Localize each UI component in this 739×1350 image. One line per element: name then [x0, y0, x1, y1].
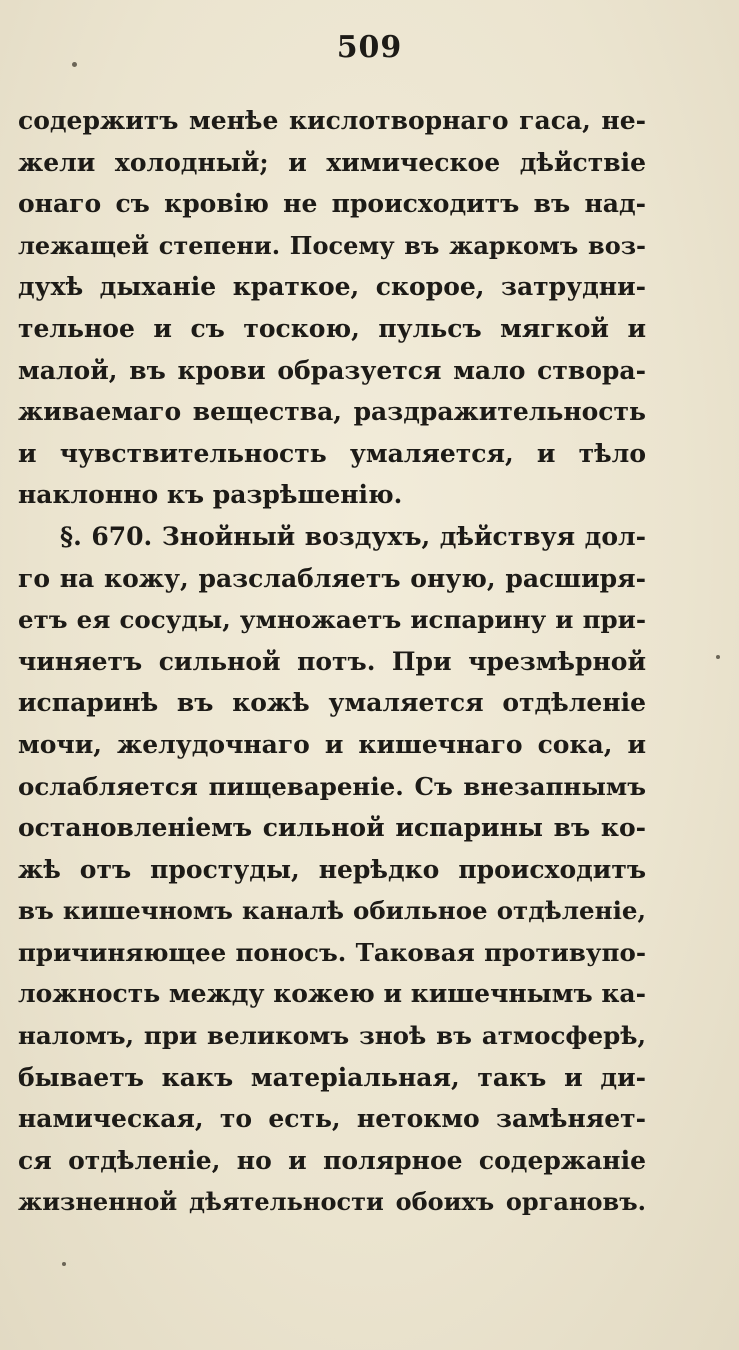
speck	[72, 62, 77, 67]
text-line: намическая, то есть, нетокмо замѣняет-	[18, 1104, 646, 1134]
text-line: наломъ, при великомъ зноѣ въ атмосферѣ,	[18, 1021, 646, 1051]
text-line: чиняетъ сильной потъ. При чрезмѣрной	[18, 646, 646, 676]
text-line: остановленіемъ сильной испарины въ ко-	[18, 813, 646, 843]
text-line: лежащей степени. Посему въ жаркомъ воз-	[18, 230, 646, 260]
text-line: содержитъ менѣе кислотворнаго гаса, не-	[18, 106, 646, 135]
text-line: наклонно къ разрѣшенію.	[18, 480, 403, 510]
text-line: духѣ дыханіе краткое, скорое, затрудни-	[18, 272, 646, 302]
text-line: живаемаго вещества, раздражительность	[18, 397, 646, 427]
text-line: жѣ отъ простуды, нерѣдко происходитъ	[18, 854, 646, 884]
text-line: ся отдѣленіе, но и полярное содержаніе	[18, 1145, 646, 1175]
text-line: ложность между кожею и кишечнымъ ка-	[18, 979, 646, 1009]
text-line: го на кожу, разслабляетъ оную, расширя-	[18, 563, 646, 593]
text-line: бываетъ какъ матеріальная, такъ и ди-	[18, 1062, 646, 1092]
body-text	[18, 100, 646, 1223]
text-line: испаринѣ въ кожѣ умаляется отдѣленіе	[18, 688, 646, 718]
text-line: §. 670. Знойный воздухъ, дѣйствуя дол-	[60, 521, 646, 551]
text-line: ослабляется пищевареніе. Съ внезапнымъ	[18, 771, 646, 801]
text-line: тельное и съ тоскою, пульсъ мягкой и	[18, 313, 646, 343]
speck	[716, 655, 720, 659]
speck	[62, 1262, 66, 1266]
text-line: причиняющее поносъ. Таковая противупо-	[18, 937, 646, 967]
text-line: въ кишечномъ каналѣ обильное отдѣленіе,	[18, 896, 646, 926]
text-line: онаго съ кровію не происходитъ въ над-	[18, 189, 646, 219]
text-line: и чувствительность умаляется, и тѣло	[18, 438, 646, 468]
text-line: етъ ея сосуды, умножаетъ испарину и при-	[18, 605, 646, 635]
text-line: жизненной дѣятельности обоихъ органовъ.	[18, 1187, 646, 1217]
page-number: 509	[336, 30, 403, 65]
text-line: жели холодный; и химическое дѣйствіе	[18, 147, 646, 177]
text-line: мочи, желудочнаго и кишечнаго сока, и	[18, 729, 646, 759]
text-line: малой, въ крови образуется мало створа-	[18, 355, 646, 385]
